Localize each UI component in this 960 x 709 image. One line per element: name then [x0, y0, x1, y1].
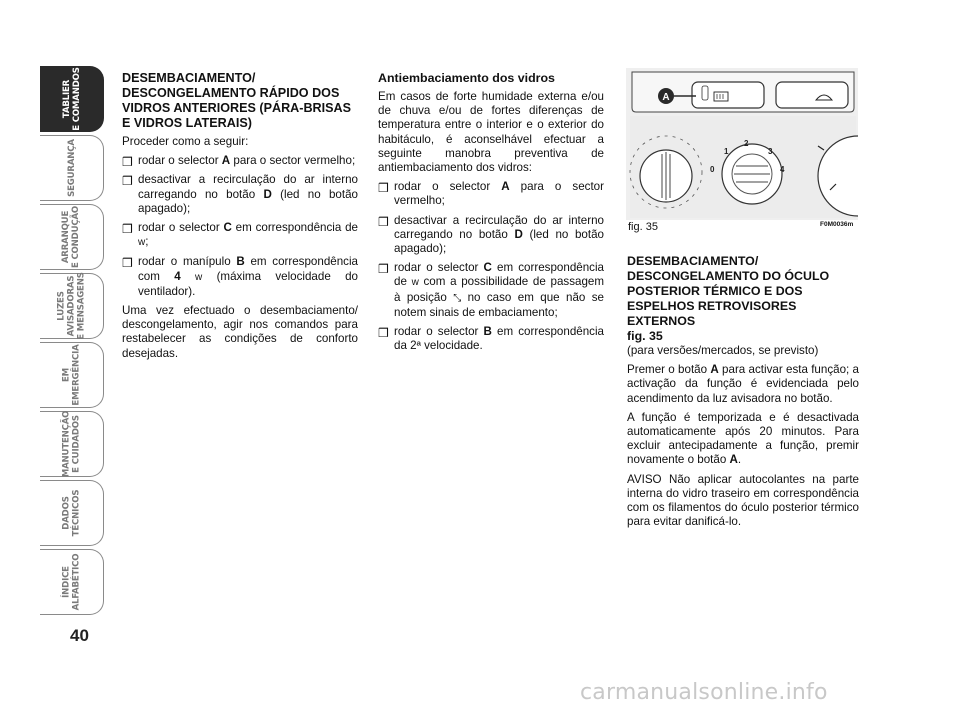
list-item: ❒ rodar o selector B em correspondência da 2ª velocidade.	[378, 325, 604, 353]
checkbox-bullet-icon: ❒	[122, 155, 133, 170]
checkbox-bullet-icon: ❒	[378, 262, 389, 277]
watermark: carmanualsonline.info	[580, 680, 828, 705]
svg-text:A: A	[662, 92, 670, 103]
checkbox-bullet-icon: ❒	[122, 256, 133, 271]
list-item: ❒ rodar o manípulo B em correspondência com 4 ᴡ (máxima velocidade do ventilador).	[122, 255, 358, 298]
warning-paragraph: AVISO Não aplicar autocolantes na parte interna do vidro traseiro em correspondência com os filamentos do óculo posterior térmico para evitar danificá-lo.	[627, 472, 859, 529]
figure-caption: fig. 35	[628, 221, 658, 233]
checkbox-bullet-icon: ❒	[378, 326, 389, 341]
climate-control-figure	[626, 68, 858, 220]
intro-text: Em casos de forte humidade externa e/ou de chuva e/ou de fortes diferenças de temperatura entre o interior e o exterior do habitáculo, é aconselhável efectuar a seguinte manobra preventiva de antiembaciamento dos vidros:	[378, 90, 604, 175]
figure-reference: fig. 35	[627, 329, 663, 343]
column-1	[122, 71, 358, 366]
section-heading-rear-defrost: DESEMBACIAMENTO/ DESCONGELAMENTO DO ÓCULO POSTERIOR TÉRMICO E DOS ESPELHOS RETROVISORES EXTERNOS	[627, 254, 830, 328]
intro-text: Proceder como a seguir:	[122, 135, 249, 148]
tab-manutencao-cuidados[interactable]: MANUTENÇÃO E CUIDADOS	[40, 411, 104, 477]
tab-em-emergencia[interactable]: EM EMERGÊNCIA	[40, 342, 104, 408]
tab-seguranca[interactable]: SEGURANÇA	[40, 135, 104, 201]
step-list	[378, 180, 604, 353]
availability-note: (para versões/mercados, se previsto)	[627, 344, 819, 357]
page-number: 40	[70, 626, 89, 645]
windscreen-defrost-icon: ᴡ	[138, 237, 146, 249]
paragraph: Premer o botão A para activar esta função; a activação da função é evidenciada pelo acendimento da luz avisadora no botão.	[627, 363, 859, 405]
checkbox-bullet-icon: ❒	[378, 214, 389, 229]
windscreen-defrost-icon: ᴡ	[195, 271, 203, 283]
column-3	[627, 254, 859, 534]
svg-text:3: 3	[768, 147, 773, 156]
section-heading-rapid-defrost: DESEMBACIAMENTO/ DESCONGELAMENTO RÁPIDO DOS VIDROS ANTERIORES (PÁRA-BRISAS E VIDROS LATERAIS)	[122, 71, 352, 130]
svg-text:0: 0	[710, 165, 715, 174]
windscreen-feet-icon: ⤡	[453, 292, 462, 304]
figure-code: F0M0036m	[820, 221, 854, 228]
tab-dados-tecnicos[interactable]: DADOS TÉCNICOS	[40, 480, 104, 546]
step-list	[122, 154, 358, 299]
checkbox-bullet-icon: ❒	[378, 181, 389, 196]
section-heading-anti-fog: Antiembaciamento dos vidros	[378, 71, 555, 85]
list-item: ❒ rodar o selector C em correspondência de ᴡ;	[122, 221, 358, 250]
checkbox-bullet-icon: ❒	[122, 174, 133, 189]
list-item: ❒ desactivar a recirculação do ar interno carregando no botão D (led no botão apagado);	[122, 173, 358, 215]
windscreen-defrost-icon: ᴡ	[411, 277, 419, 289]
list-item: ❒ rodar o selector C em correspondência de ᴡ com a possibilidade de passagem à posição ⤡ no caso em que não se notem sinais de embaciamento;	[378, 261, 604, 319]
tab-arranque-conducao[interactable]: ARRANQUE E CONDUÇÃO	[40, 204, 104, 270]
closing-text: Uma vez efectuado o desembaciamento/ descongelamento, agir nos comandos para restabelecer as condições de conforto desejadas.	[122, 304, 358, 360]
tab-luzes-avisadoras[interactable]: LUZES AVISADORAS E MENSAGENS	[40, 273, 104, 339]
paragraph: A função é temporizada e é desactivada automaticamente após 20 minutos. Para excluir antecipadamente a função, premir novamente o botão A.	[627, 410, 859, 467]
svg-text:1: 1	[724, 147, 729, 156]
svg-text:2: 2	[744, 139, 749, 148]
list-item: ❒ desactivar a recirculação do ar interno carregando no botão D (led no botão apagado);	[378, 213, 604, 256]
svg-text:4: 4	[780, 165, 785, 174]
tab-indice-alfabetico[interactable]: ÍNDICE ALFABÉTICO	[40, 549, 104, 615]
list-item: ❒ rodar o selector A para o sector vermelho;	[378, 180, 604, 208]
column-2	[378, 71, 604, 358]
checkbox-bullet-icon: ❒	[122, 222, 133, 237]
list-item: ❒ rodar o selector A para o sector vermelho;	[122, 154, 356, 170]
tab-tablier-comandos[interactable]: TABLIER E COMANDOS	[40, 66, 104, 132]
